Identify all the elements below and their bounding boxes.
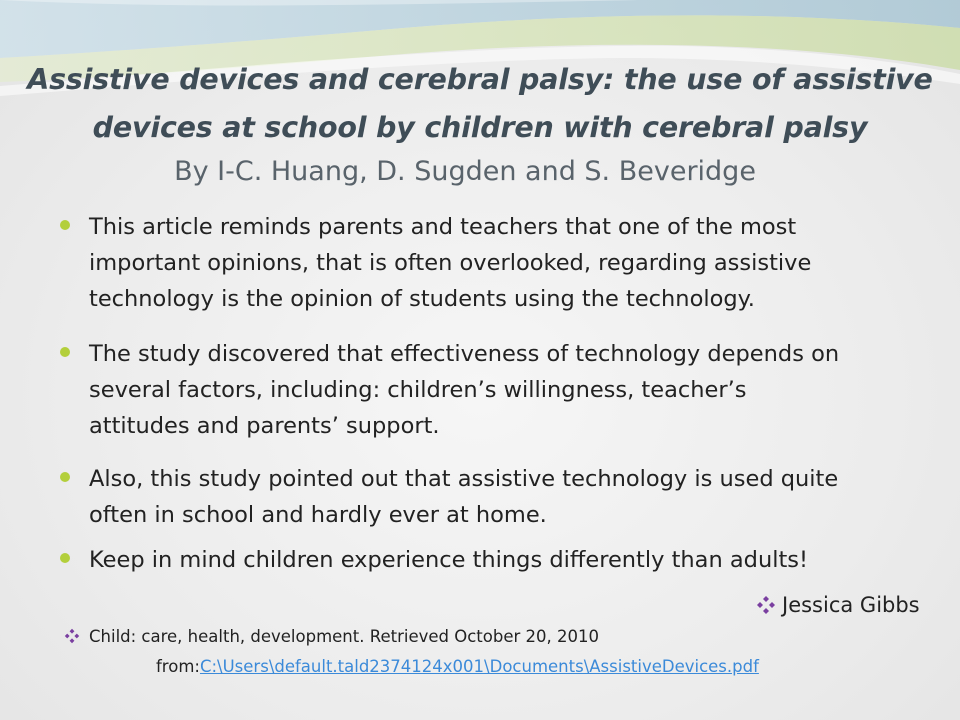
bullet-dot-icon	[60, 347, 70, 357]
bullet-item	[60, 210, 940, 316]
slide-subtitle: By I-C. Huang, D. Sugden and S. Beveridge	[174, 156, 756, 187]
bullet-item	[60, 337, 940, 443]
bullet-line: attitudes and parents’ support.	[89, 413, 440, 439]
slide-title-line-2: devices at school by children with cerebral palsy	[92, 111, 868, 144]
bullet-line: Also, this study pointed out that assistive technology is used quite	[89, 466, 839, 492]
bullet-dot-icon	[60, 220, 70, 230]
bullet-item	[60, 462, 940, 534]
reference-link[interactable]: C:\Users\default.tald2374124x001\Documents\AssistiveDevices.pdf	[199, 657, 759, 676]
bullet-item	[60, 543, 940, 579]
reference-source	[156, 654, 759, 680]
slide-title-line-1: Assistive devices and cerebral palsy: the use of assistive	[27, 63, 933, 96]
bullet-line: technology is the opinion of students using the technology.	[89, 286, 755, 312]
reference-prefix: from:	[156, 657, 200, 676]
bullet-dot-icon	[60, 553, 70, 563]
bullet-line: several factors, including: children’s willingness, teacher’s	[89, 377, 747, 403]
author-name: Jessica Gibbs	[782, 593, 920, 617]
bullet-line: often in school and hardly ever at home.	[89, 502, 547, 528]
bullet-dot-icon	[60, 472, 70, 482]
reference	[64, 624, 944, 684]
reference-citation: Child: care, health, development. Retrieved October 20, 2010	[89, 627, 599, 646]
bullet-line: important opinions, that is often overlooked, regarding assistive	[89, 250, 812, 276]
four-diamond-icon	[64, 628, 80, 644]
bullet-line: This article reminds parents and teachers that one of the most	[89, 214, 797, 240]
bullet-line: The study discovered that effectiveness of technology depends on	[89, 341, 840, 367]
author-line	[752, 590, 952, 620]
four-diamond-icon	[756, 595, 776, 615]
bullet-line: Keep in mind children experience things differently than adults!	[89, 547, 809, 573]
